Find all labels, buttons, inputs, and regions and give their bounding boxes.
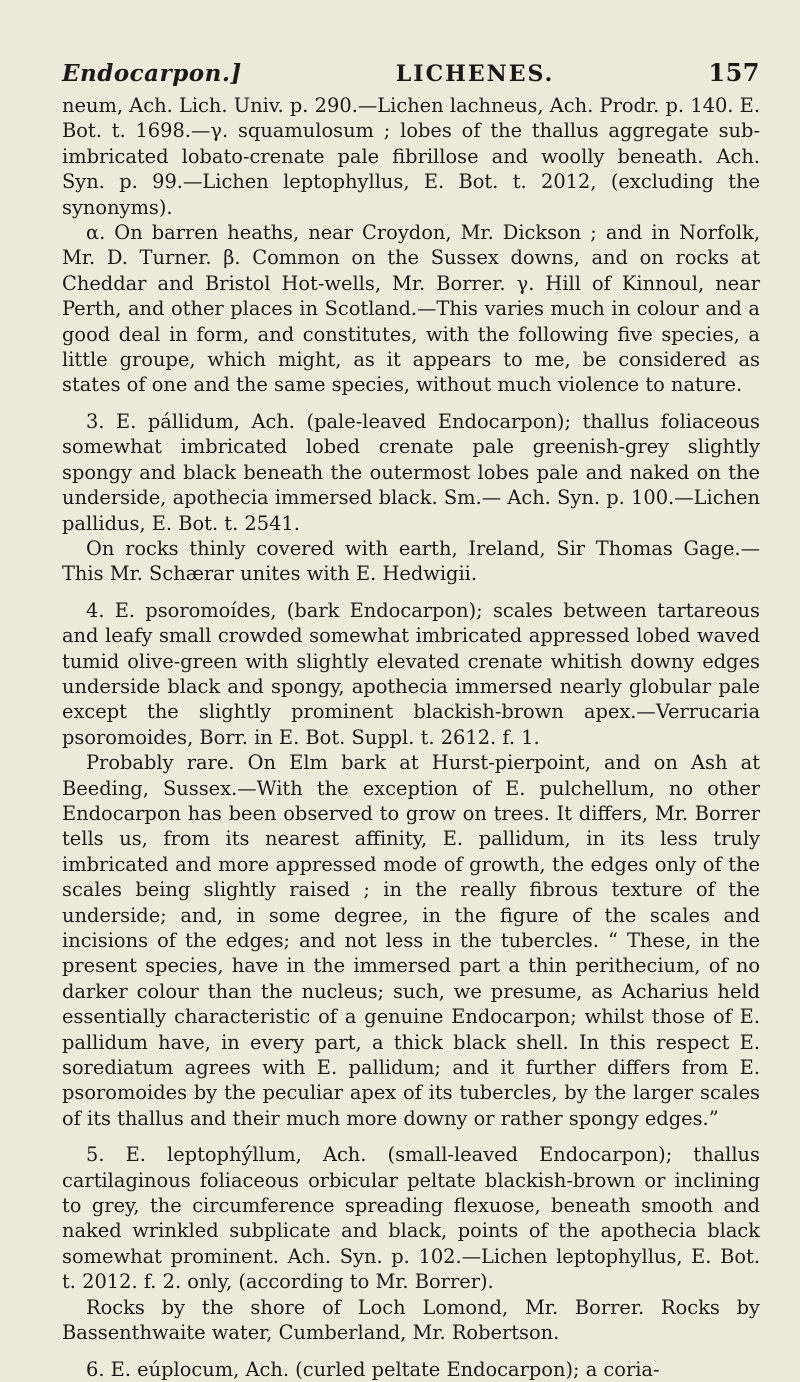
page-number: 157 [708,58,760,87]
paragraph-habitat-varieties: α. On barren heaths, near Croydon, Mr. Dickson ; and in Norfolk, Mr. D. Turner. β. Common on the Sussex downs, and on rocks at Cheddar and Bristol Hot-wells, Mr. Borrer. γ. Hill of Kinnoul, near Perth, and other places in Scotland.—This varies much in colour and a good deal in form, and constitutes, with the following five species, a little groupe, which might, as it appears to me, be considered as states of one and the same species, without much violence to nature. [62,221,760,397]
paragraph-leptophyllum-habitat: Rocks by the shore of Loch Lomond, Mr. Borrer. Rocks by Bassenthwaite water, Cumberland, Mr. Robertson. [62,1295,760,1345]
species-entry-psoromoides: 4. E. psoromoídes, (bark Endocarpon); scales between tartareous and leafy small crowded somewhat imbricated appressed lobed waved tumid olive-green with slightly elevated crenate whitish downy edges underside black and spongy, apothecia immersed nearly globular pale except the slightly prominent blackish-brown apex.—Verrucaria psoromoides, Borr. in E. Bot. Suppl. t. 2612. f. 1. [62,598,760,749]
running-head [62,58,760,87]
species-entry-leptophyllum: 5. E. leptophýllum, Ach. (small-leaved Endocarpon); thallus cartilaginous foliaceous orbicular peltate blackish-brown or inclining to grey, the circumference spreading flexuose, beneath smooth and naked wrinkled subplicate and black, points of the apothecia black somewhat prominent. Ach. Syn. p. 102.—Lichen leptophyllus, E. Bot. t. 2012. f. 2. only, (according to Mr. Borrer). [62,1143,760,1294]
paragraph-psoromoides-notes: Probably rare. On Elm bark at Hurst-pierpoint, and on Ash at Beeding, Sussex.—With the exception of E. pulchellum, no other Endocarpon has been observed to grow on trees. It differs, Mr. Borrer tells us, from its nearest affinity, E. pallidum, in its less truly imbricated and more appressed mode of growth, the edges only of the scales being slightly raised ; in the really fibrous texture of the underside; and, in some degree, in the figure of the scales and incisions of the edges; and not less in the tubercles. “ These, in the present species, have in the immersed part a thin perithecium, of no darker colour than the nucleus; such, we presume, as Acharius held essentially characteristic of a genuine Endocarpon; whilst those of E. pallidum have, in every part, a thick black shell. In this respect E. sorediatum agrees with E. pallidum; and it further differs from E. psoromoides by the peculiar apex of its tubercles, by the larger scales of its thallus and their much more downy or rather spongy edges.” [62,751,760,1130]
species-entry-euplocum: 6. E. eúplocum, Ach. (curled peltate Endocarpon); a coria- [86,1357,660,1381]
species-entry-pallidum: 3. E. pállidum, Ach. (pale-leaved Endocarpon); thallus foliaceous somewhat imbricated lobed crenate pale greenish-grey slightly spongy and black beneath the outermost lobes pale and naked on the underside, apothecia immersed black. Sm.— Ach. Syn. p. 100.—Lichen pallidus, E. Bot. t. 2541. [62,409,760,535]
paragraph-continuation: neum, Ach. Lich. Univ. p. 290.—Lichen lachneus, Ach. Prodr. p. 140. E. Bot. t. 1698.—γ. squamulosum ; lobes of the thallus aggregate sub-imbricated lobato-crenate pale fibrillose and woolly beneath. Ach. Syn. p. 99.—Lichen leptophyllus, E. Bot. t. 2012, (excluding the synonyms). [62,94,760,219]
paragraph-pallidum-habitat: On rocks thinly covered with earth, Ireland, Sir Thomas Gage.— This Mr. Schærar unites with E. Hedwigii. [62,536,760,586]
running-head-title: LICHENES. [395,61,555,87]
page-body [62,93,760,1382]
running-head-section: Endocarpon.] [62,60,242,87]
